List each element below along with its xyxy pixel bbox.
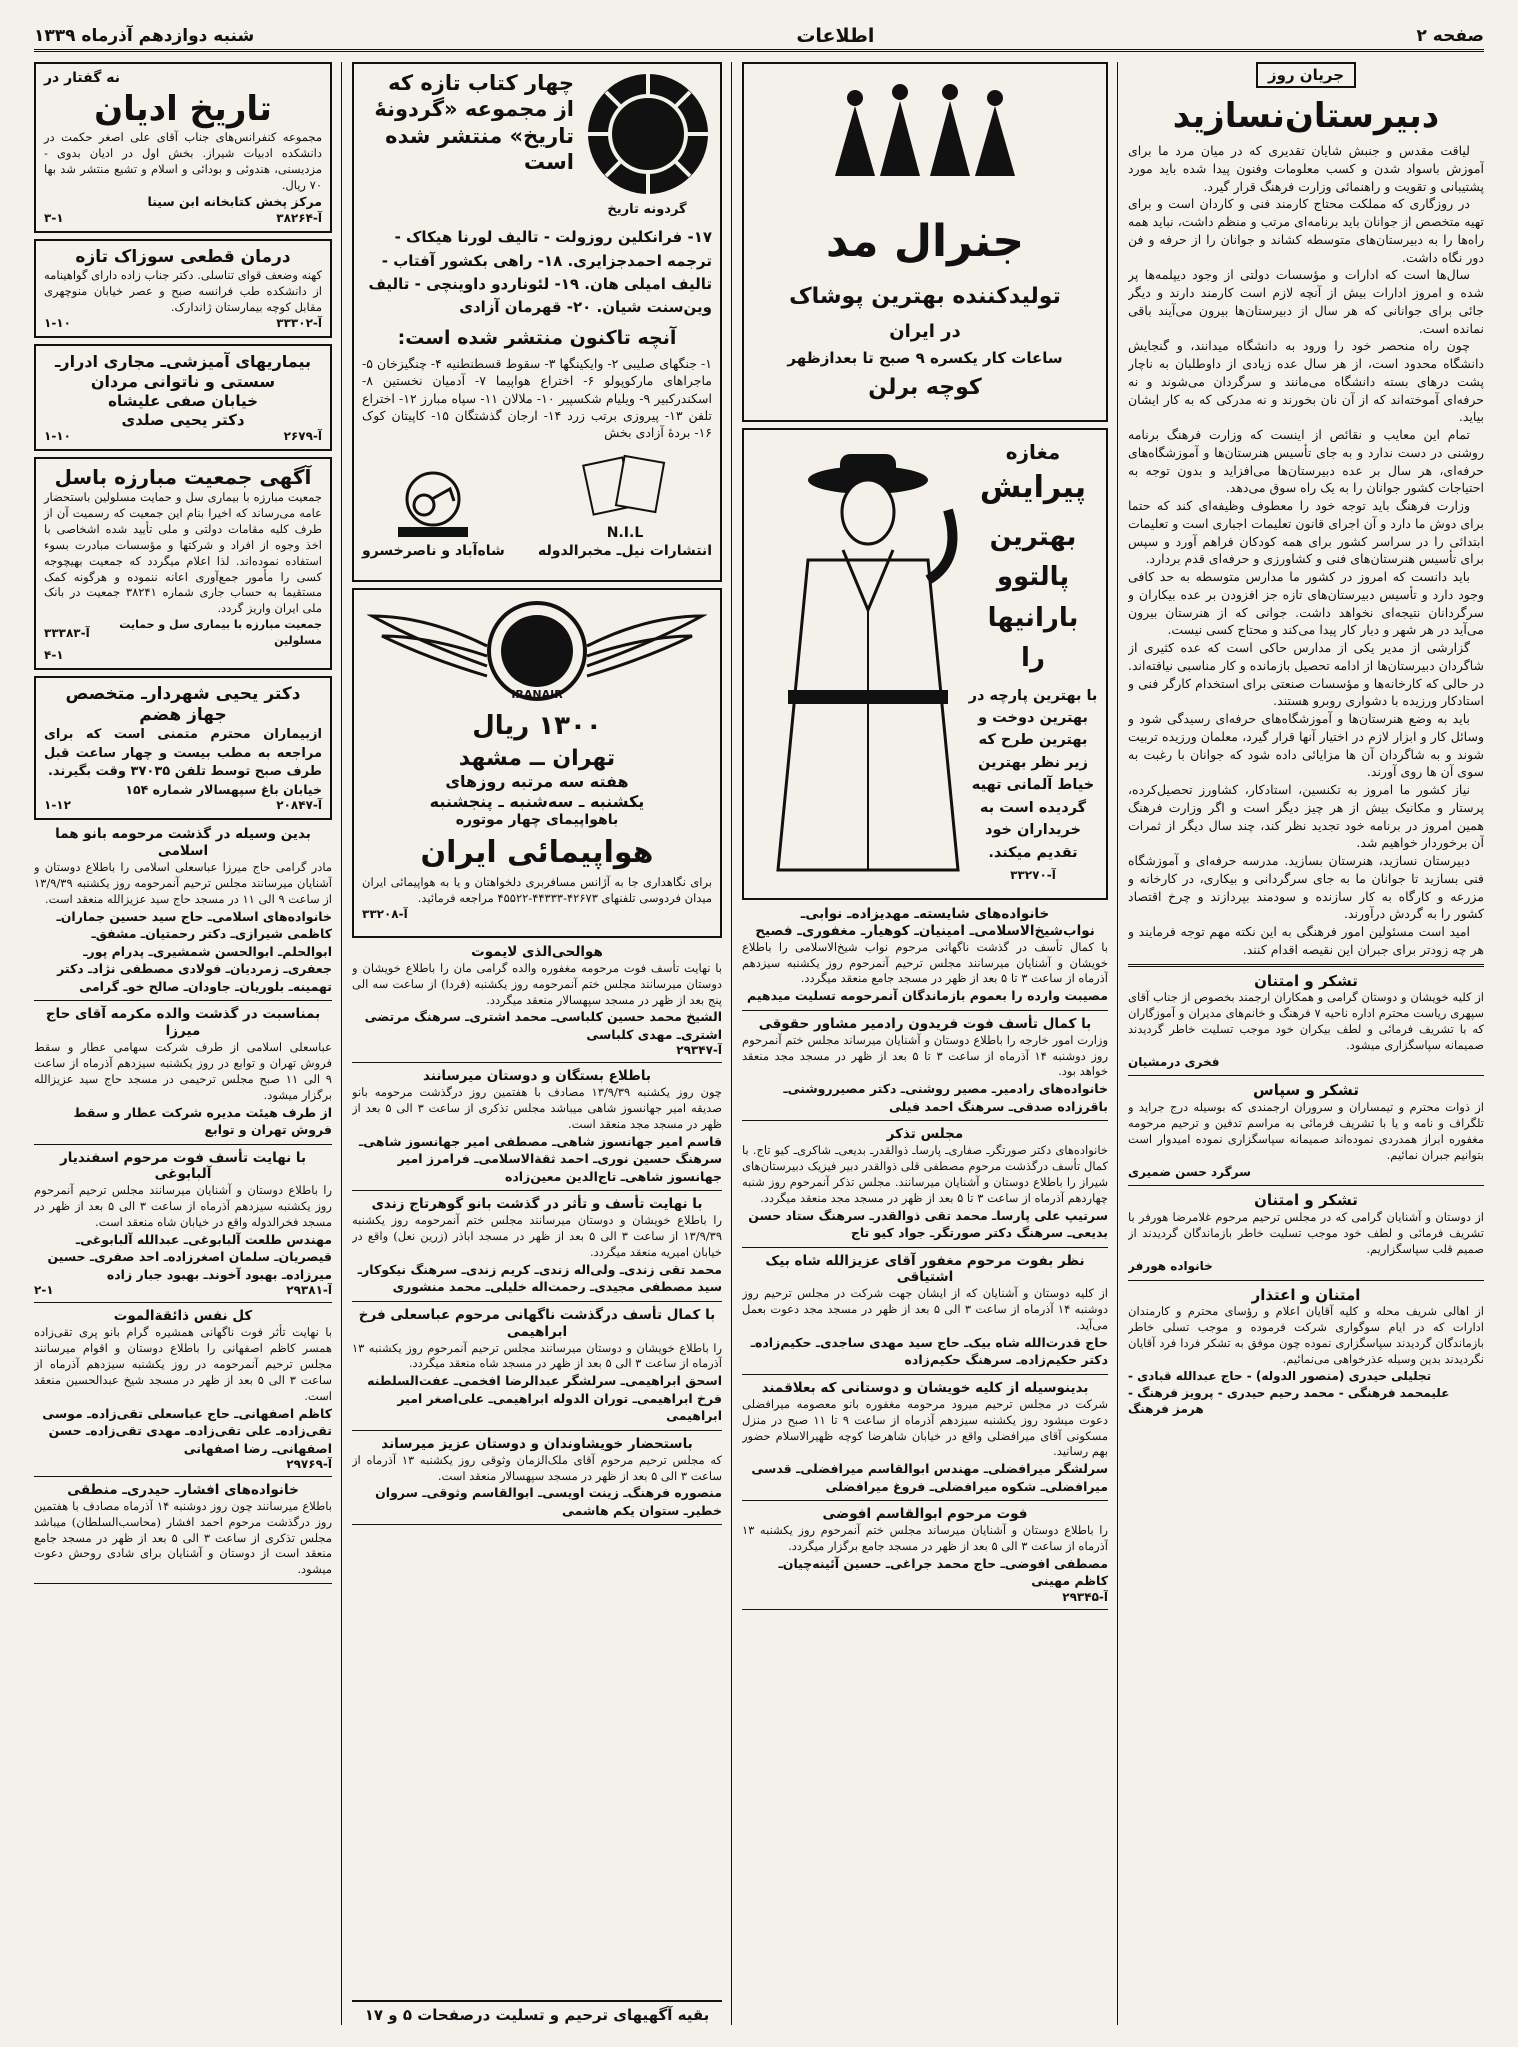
history-title: تاریخ ادیان — [94, 88, 272, 129]
notice-title: خانواده‌های شایسته‌ـ مهدیزاده‌ـ نوابی‌ـ نواب‌شیخ‌الاسلامی‌ـ امینیان‌ـ کوهیار‌ـ مغفوری‌ـ فصیح — [755, 906, 1095, 939]
pirayesh-coat-ad — [742, 428, 1108, 900]
coat-line-2: پالتوو — [996, 562, 1070, 592]
notice-title: بدینوسیله از کلیه خویشان و دوستانی که بعلاقمند — [761, 1379, 1089, 1396]
obituary-notice — [352, 1196, 722, 1295]
general-mod-hours: ساعات کار یکسره ۹ صبح تا بعدازظهر — [787, 349, 1063, 367]
thanks-signature: خانواده هورفر — [1128, 1258, 1213, 1273]
history-text: مجموعه کنفرانس‌های جناب آقای علی اصغر حکمت در دانشکده ادبیات شیراز. بخش اول در ادیان بدوی - مزدیسنی، هندوئی و بودائی و اسلام و تشیع منتشر شد بها ۷۰ ریال. — [44, 130, 322, 192]
published-list: ۱- جنگهای صلیبی ۲- وایکینگها ۳- سقوط قسطنطنیه ۴- چنگیزخان ۵- ماجراهای مارکوپولو ۶- اختراع هواپیما ۷- آدمیان نخستین ۸- اسکندرکبیر ۹- ویلیام شکسپیر ۱۰- ملالان ۱۱- سپاه مبارز ۱۲- اختراع تلفن ۱۳- پیروزی برتب زرد ۱۴- ارجان گذشتگان ۱۵- کاپیتان کوک ۱۶- بردهٔ آزادی بخش — [362, 356, 712, 440]
general-mod-place: در ایران — [889, 320, 961, 342]
notice-phone: آ-۲۹۳۸۱ — [286, 1283, 332, 1298]
page-number: صفحه ۲ — [1416, 25, 1484, 46]
notice-text: با نهایت تأثر فوت ناگهانی همشیره گرام بانو پری تقی‌زاده همسر کاظم اصفهانی را باطلاع دوستان و اقوام میرسانند مجلس ترحیم آنمرحومه در روز یکشنبه سیزدهم آذرماه از ساعت ۳ الی ۵ بعد از ظهر در مسجد شیخ عبدالحسین منعقد است. — [34, 1325, 332, 1403]
thanks-title: تشکر و امتنان — [1254, 971, 1358, 990]
notice-signatories: خانواده‌های رادمیر‌ـ مصیر روشنی‌ـ دکتر مصیرروشنی‌ـ باقرزاده صدقی‌ـ سرهنگ احمد فیلی — [783, 1081, 1108, 1114]
gastro-doctor-ad — [34, 676, 332, 821]
notice-signatories: مصیبت وارده را بعموم بازماندگان آنمرحومه تسلیت میدهیم — [747, 988, 1108, 1004]
urology-title: بیماریهای آمیزشی‌ـ مجاری ادرار‌ـ سستی و ناتوانی مردان — [54, 351, 312, 391]
nil-cards-icon — [580, 451, 670, 521]
thanks-notices — [1128, 972, 1484, 1419]
new-books-list: ۱۷- فرانکلین روزولت - تالیف لورنا هیکاک - ترجمه احمدجزایری. ۱۸- راهی بکشور آفتاب - تالیف امیلی هان. ۱۹- لئوناردو داوینچی - تالیف وین‌سنت شیان. ۲۰- قهرمان آزادی — [368, 228, 712, 316]
notice-text: را باطلاع خویشان و دوستان میرسانند مجلس ترحیم آنمرحوم روز یکشنبه ۱۳ آذرماه از ساعت ۳ الی ۵ بعد از ظهر در مسجد شاه منعقد میگردد. — [352, 1340, 722, 1371]
notice-signatories: قاسم امیر جهانسوز شاهی‌ـ مصطفی امیر جهانسوز شاهی‌ـ سرهنگ حسین نوری‌ـ احمد ثقةالاسلامی‌ـ فرامرز امیر جهانسوز شاهی‌ـ تاج‌الدین معین‌زاده — [358, 1133, 722, 1184]
coat-phone: آ-۳۳۲۷۰ — [1010, 868, 1056, 883]
notice-title: خانواده‌های افشار‌ـ حیدری‌ـ منطقی — [67, 1482, 299, 1498]
notice-signatories: سرلشگر میرافضلی‌ـ مهندس ابوالقاسم میرافضلی‌ـ قدسی میرافضلی‌ـ شکوه میرافضلی‌ـ فروغ میرافضلی — [751, 1461, 1108, 1494]
notice-title: بدین وسیله در گذشت مرحومه بانو هما اسلامی — [55, 826, 311, 860]
thanks-notice — [1128, 1081, 1484, 1180]
notice-phone: آ-۲۹۷۶۹ — [286, 1457, 332, 1471]
iranair-phone: آ-۳۳۲۰۸ — [362, 906, 408, 921]
notice-text: مادر گرامی حاج میرزا عباسعلی اسلامی را باطلاع دوستان و آشنایان میرسانند مجلس ترحیم آنمرحومه روز یکشنبه ۱۳/۹/۳۹ از ساعت ۹ الی ۱۱ در مسجد حاج سید عزیزالله منعقد است. — [34, 860, 332, 906]
obituary-notice — [352, 1068, 722, 1185]
editorial-body — [1128, 142, 1484, 959]
history-of-religions-ad — [34, 62, 332, 233]
thanks-signature: سرگرد حسن ضمیری — [1128, 1164, 1251, 1179]
editorial-paragraph: دبیرستان نسازید، هنرستان بسازید. مدرسه حرفه‌ای و آموزشگاه فنی بسازید تا جوانان ما به جای سرگردانی و بیکاری، در کارخانه و مزرعه و کارگاه به کار سازنده و سودمند بپردازند و چرخ اقتصاد کشور را به گردش درآورند. — [1128, 853, 1484, 922]
editorial-paragraph: در روزگاری که مملکت محتاج کارمند فنی و کاردان است و برای تهیه متخصص از جوانان باید برنامه‌ای مرتب و منظم داشت، نباید همه راه‌ها را به دبیرستان‌های متوسطه کشاند و جوانان را از حرفه و فن دور نگاه داشت. — [1128, 196, 1484, 265]
notice-phone: آ-۲۹۳۴۷ — [676, 1043, 722, 1058]
notice-title: باستحضار خویشاوندان و دوستان عزیز میرساند — [381, 1435, 693, 1452]
notice-text: باطلاع میرسانند چون روز دوشنبه ۱۴ آذرماه مصادف با هفتمین روز درگذشت مرحوم احمد افشار (محاسب‌السلطان) میباشد مجلس تذکری از ساعت ۳ الی ۵ بعد از ظهر در مسجد جامع منعقد است از دوستان و آشنایان برای شادی روحش دعوت میشود. — [34, 1498, 332, 1577]
gastro-text: ازبیماران محترم متمنی است که برای مراجعه به مطب بیست و چهار ساعت قبل طرف صبح توسط تلفن ۳۷۰۳۵ وقت بگیرند. — [44, 727, 322, 779]
gastro-title: دکتر یحیی شهردار‌ـ متخصص جهاز هضم — [65, 683, 301, 726]
notice-title: فوت مرحوم ابوالقاسم افوضی — [822, 1506, 1028, 1523]
iranair-logo-text: IRANAIR — [511, 688, 563, 701]
editorial-paragraph: چون راه منحصر خود را ورود به دانشگاه میدانند، و گنجایش دانشگاه محدود است، از هر سال عده زیادی از داوطلبان به ناچار پشت درهای بسته دانشگاه می‌مانند و سرگردان می‌شوند و نه حرفه‌ای آموخته‌اند که از آن نان بخورند و نه مدرکی که به کار ایشان بیاید. — [1128, 338, 1484, 425]
iranair-name: هواپیمائی ایران — [420, 834, 654, 870]
thanks-text: از ذوات محترم و تیمساران و سروران ارجمندی که بوسیله درج جراید و تلگراف و نامه و یا با تشریف فرمائی به مراسم تدفین و ترحیم مرحومه مغفوره ابراز همدردی نموده‌اند صمیمانه سپاسگزاری نموده امیدوار است بتوانیم جبران نمائیم. — [1128, 1100, 1484, 1162]
editorial-paragraph: وزارت فرهنگ باید توجه خود را معطوف وظیفه‌ای کند که حتما برای دوش ما دارد و آن اجرای قانون تعلیمات اجباری است و تعلیمات ابتدائی را در سراسر کشور برای همه کودکان فراهم آورد و سپس برای تأسیس هنرستان‌های فنی و کشاورزی و حرفه‌ای قدم بردارد. — [1128, 498, 1484, 567]
published-subtitle: آنچه تاکنون منتشر شده است: — [397, 327, 677, 350]
notice-text: با نهایت تأسف فوت مرحومه مغفوره والده گرامی مان را باطلاع خویشان و دوستان میرسانند مجلس ختم آنمرحومه روز یکشنبه (فردا) از ساعت سه الی پنج بعد از ظهر در مسجد سپهسالار منعقد میگردد. — [352, 960, 722, 1007]
obituary-notice — [742, 1380, 1108, 1495]
continued-notice: بقیه آگهیهای ترحیم و تسلیت درصفحات ۵ و ۱۷ — [352, 2000, 722, 2025]
std-text: کهنه وضعف قوای تناسلی. دکتر جناب زاده دارای گواهینامه از دانشکده طب فرانسه صبح و عصر خیابان منوچهری مقابل کوچه بیمارستان ژاندارک. — [44, 268, 322, 314]
gastro-phone: آ-۲۰۸۴۷ — [276, 798, 322, 813]
notice-text: را باطلاع دوستان و آشنایان میرسانند مجلس ترحیم آنمرحوم روز یکشنبه سیزدهم آذرماه از ساعت ۳ الی ۵ بعد از ظهر در مسجد فخرالدوله واقع در خیابان شاه منعقد است. — [34, 1183, 332, 1229]
thanks-signature: فخری درمشیان — [1128, 1054, 1220, 1069]
notice-text: وزارت امور خارجه را باطلاع دوستان و آشنایان میرساند مجلس ختم آنمرحوم روز دوشنبه ۱۴ آذرماه از ساعت ۳ تا ۵ بعد از ظهر در مسجد مجد منعقد خواهد بود. — [742, 1032, 1108, 1079]
masthead — [34, 22, 1484, 52]
notice-text: شرکت در مجلس ترحیم میرود مرحومه مغفوره بانو معصومه میرافضلی دعوت میشود روز یکشنبه سیزدهم آذرماه از ساعت ۹ تا ۱۱ صبح در منزل مسکونی آقای میرافضلی واقع در خیابان شاهرضا کوچه ظهیرالاسلام حضور بهم رسانید. — [742, 1396, 1108, 1459]
tb-title: آگهی جمعیت مبارزه باسل — [54, 465, 312, 490]
coat-line-3: بارانیها — [987, 602, 1079, 633]
editorial-paragraph: نیاز کشور ما امروز به تکنسین، استادکار، کشاورز تحصیل‌کرده، پرستار و مکانیک بیش از هر چیز دیگر است و اگر وزارت فرهنگ همین امروز در برنامه خود تجدید نظر کند، چند سال دیگر از ثمرات آن برخوردار خواهیم شد. — [1128, 782, 1484, 851]
notice-title: باطلاع بستگان و دوستان میرسانند — [423, 1068, 651, 1085]
notice-text: خانواده‌های دکتر صورتگر‌ـ صفاری‌ـ پارسا‌ـ ذوالقدر‌ـ بدیعی‌ـ شاکری‌ـ کیو تاج. با کمال تأسف درگذشت مرحوم مصطفی قلی ذوالقدر دبیر فیزیک دبیرستان‌های شیراز را باطلاع دوستان و آشنایان میرسانند. مجلس تذکر آنمرحوم روز شنبه چهاردهم آذرماه از ساعت ۳ تا ۵ بعد از ظهر در مسجد مجد منعقد میگردد. — [742, 1143, 1108, 1205]
notice-code: ۲-۱ — [34, 1283, 54, 1298]
std-code: ۱-۱۰ — [44, 315, 71, 330]
tb-society-notice — [34, 457, 332, 670]
editorial-paragraph: امید است مسئولین امور فرهنگی به این نکته مهم توجه فرمایند و هر چه زودتر برای جبران این نقیصه اقدام کنند. — [1128, 924, 1484, 957]
fashion-column — [742, 62, 1108, 2025]
notice-signatories: اسحق ابراهیمی‌ـ سرلشگر عبدالرضا افخمی‌ـ عفت‌السلطنه فرخ ابراهیمی‌ـ توران الدوله ابراهیمی‌ـ علی‌اصغر امیر ابراهیمی — [367, 1373, 722, 1424]
iranair-booking-text: برای نگاهداری جا به آژانس مسافربری دلخواهتان و یا به هواپیمائی ایران میدان فردوسی تلفنهای ۴۲۶۷۳-۴۴۳۳۳-۴۵۵۲۲ مراجعه فرمائید. — [362, 875, 712, 905]
iranair-plane: باهواپیمای چهار موتوره — [455, 812, 619, 828]
history-kicker: نه گفتار در — [44, 70, 120, 86]
obituary-notice — [742, 1253, 1108, 1369]
urology-phone: آ-۲۶۷۹ — [283, 429, 322, 444]
tb-footer: جمعیت مبارزه با بیماری سل و حمایت مسلولین — [119, 618, 322, 647]
notice-text: با کمال تأسف در گذشت ناگهانی مرحوم نواب شیخ‌الاسلامی را باطلاع خویشان و آشنایان میرسانند مجلس ترحیم آنمرحوم روز یکشنبه سیزدهم آذرماه از ساعت ۳ تا ۵ بعد از ظهر در مسجد جامع منعقد میگردد. — [742, 939, 1108, 986]
editorial-paragraph: گزارشی از مدیر یکی از مدارس حاکی است که عده کثیری از شاگردان دبیرستان‌ها از ادامه تحصیل بازمانده و کار مناسبی نیافته‌اند. در حالی که کارخانه‌ها و مؤسسات صنعتی برای استخدام کارگر فنی و استادکار ورزیده با دشواری روبرو هستند. — [1128, 640, 1484, 709]
classifieds-column — [34, 62, 332, 2025]
notice-signatories: حاج قدرت‌الله شاه بیک‌ـ حاج سید مهدی ساجدی‌ـ حکیم‌زاده‌ـ دکتر حکیم‌زاده‌ـ سرهنگ حکیم‌زاده — [750, 1334, 1108, 1368]
general-mod-sub: تولیدکننده بهترین پوشاک — [789, 284, 1061, 309]
thanks-notice — [1128, 972, 1484, 1071]
thanks-notice — [1128, 1191, 1484, 1274]
coat-line-4: را — [1021, 643, 1045, 673]
obituary-notice — [34, 826, 332, 995]
notice-signatories: محمد تقی زندی‌ـ ولی‌اله زندی‌ـ کریم زندی‌ـ سرهنگ نیکوکار‌ـ سید مصطفی مجیدی‌ـ رحمت‌اله خلیلی‌ـ محمد منشوری — [357, 1261, 722, 1295]
books-ad — [352, 62, 722, 582]
notice-signatories: مصطفی افوضی‌ـ حاج محمد جراغی‌ـ حسین آئینه‌چیان‌ـ کاظم مهینی — [778, 1555, 1108, 1589]
std-treatment-ad — [34, 239, 332, 338]
std-phone: آ-۳۳۳۰۲ — [276, 315, 322, 330]
obituary-notices — [34, 826, 332, 1584]
notice-title: با کمال تأسف فوت فریدون رادمیر مشاور حقوقی — [758, 1015, 1092, 1032]
coat-description: با بهترین پارچه در بهترین دوخت و بهترین طرح که زیر نظر بهترین خیاط آلمانی تهیه گردیده است به خریداران خود تقدیم میکند. — [968, 687, 1098, 861]
notice-title: با نهایت تأسف و تأثر در گذشت بانو گوهرتاج زندی — [371, 1196, 703, 1213]
books-logo-label: گردونه تاریخ — [607, 202, 687, 217]
notice-text: را باطلاع دوستان و آشنایان میرساند مجلس ختم آنمرحوم روز یکشنبه ۱۳ آذرماه از ساعت ۳ الی ۵ بعد از ظهر در مسجد جامع برگزار میگردد. — [742, 1523, 1108, 1553]
editorial-title: دبیرستان‌نسازید — [1172, 96, 1440, 136]
gastro-address: خیابان باغ سپهسالار شماره ۱۵۴ — [125, 781, 322, 797]
editorial-paragraph: تمام این معایب و نقائص از اینست که وزارت فرهنگ برنامه روشنی در دست ندارد و به جای تأسیس هنرستان‌ها و آموزشگاه‌های حرفه‌ای، هر سال بر عده دبیرستان‌ها می‌افزاید و بدون توجه به احتیاجات کشور جوانان را به یک راه سوق می‌دهد. — [1128, 427, 1484, 496]
obituary-notices — [742, 906, 1108, 1610]
books-column — [352, 62, 722, 2025]
history-code: ۳-۱ — [44, 210, 64, 225]
editorial-paragraph: سال‌ها است که ادارات و مؤسسات دولتی از وجود دیپلمه‌ها پر شده و امروز ادارات بیش از آنچه لازم است کارمند دارند و دیگر جائی برای جوانانی که هر سال از دبیرستان‌ها بیرون می‌آیند باقی نمانده است. — [1128, 267, 1484, 336]
iranair-winged-logo-icon — [367, 596, 707, 706]
coat-store-label: مغازه — [1005, 440, 1061, 464]
history-phone: آ-۳۸۲۶۴ — [276, 210, 322, 225]
iranair-days: یکشنبه ـ سه‌شنبه ـ پنجشنبه — [429, 792, 645, 811]
notice-text: عباسعلی اسلامی از طرف شرکت سهامی عطار و سقط فروش تهران و توابع در روز یکشنبه سیزدهم آذرماه از ساعت ۹ الی ۱۱ صبح مجلس ترحیمی در مسجد حاج سید عزیزالله برگزار میشود. — [34, 1040, 332, 1102]
notice-signatories: از طرف هیئت مدیره شرکت عطار و سقط فروش تهران و توابع — [73, 1104, 332, 1137]
iranair-route: تهران ــ مشهد — [458, 745, 616, 771]
notice-title: مجلس تذکر — [886, 1126, 964, 1143]
notice-phone: آ-۲۹۳۴۵ — [1062, 1589, 1108, 1604]
notice-title: بمناسبت در گذشت والده مکرمه آقای حاج میرزا — [45, 1006, 321, 1040]
coat-line-1: بهترین — [989, 521, 1077, 552]
std-title: درمان قطعی سوزاک تازه — [75, 246, 291, 267]
urology-code: ۱-۱۰ — [44, 429, 71, 444]
publisher-name: انتشارات نیل‌ـ مخبرالدوله — [538, 542, 712, 559]
obituary-notice — [34, 1308, 332, 1471]
paper-name: اطلاعات — [796, 24, 875, 47]
tb-code: ۴-۱ — [44, 647, 64, 662]
editorial-paragraph: لیاقت مقدس و جنبش شایان تقدیری که در میان مرد ما برای آموزش باسواد شدن و کسب معلومات وفنون پیدا شده باید مورد پشتیبانی و تقویت و راهنمائی وزارت فرهنگ قرار گیرد. — [1128, 143, 1484, 194]
obituary-notice — [34, 1150, 332, 1298]
obituary-notice — [742, 1016, 1108, 1115]
issue-date: شنبه دوازدهم آذرماه ۱۳۳۹ — [34, 25, 255, 46]
notice-text: که مجلس ترحیم مرحوم آقای ملک‌الزمان وثوقی روز یکشنبه ۱۳ آذرماه از ساعت ۳ الی ۵ بعد از ظهر در مسجد سپهسالار منعقد است. — [352, 1452, 722, 1483]
obituary-notices — [352, 944, 722, 1525]
editorial-paragraph: باید به وضع هنرستان‌ها و آموزشگاه‌های حرفه‌ای رسیدگی شود و وسائل کار و ابزار لازم در اختیار آنها قرار گیرد، معلمان ورزیده تربیت شوند و به شاگردان آن ها مزایائی داده شود که جوانان با رغبت به سوی آن ها روی آورند. — [1128, 711, 1484, 780]
notice-signatories: مهندس طلعت آلبابوغی‌ـ عبدالله آلبابوغی‌ـ قیصریان‌ـ سلمان اصغرزاده‌ـ احد صفری‌ـ حسین میرزاده‌ـ بهبود آخوند‌ـ بهبود جبار زاده — [47, 1231, 332, 1282]
obituary-notice — [352, 1436, 722, 1520]
gastro-code: ۱-۱۲ — [44, 798, 71, 813]
thanks-notice — [1128, 1286, 1484, 1419]
tb-text: جمعیت مبارزه با بیماری سل و حمایت مسلولین باستحضار عامه می‌رساند که اخیرا بنام این جمعیت که رسمیت آن از طرف کلیه مقامات دولتی و ملی تأیید شده اشخاصی با اخذ وجوه از افراد و شرکتها و مؤسسات مبادرت بسوء استفاده نموده‌اند. لذا اعلام میگردد که جمعیت بهیچوجه کسی را مأمور جمع‌آوری اعانه ننموده و هرگونه کمک مستقیما به حساب جاری شماره ۳۸۲۴۱ جمعیت در بانک ملی ایران واریز گردد. — [44, 490, 322, 616]
obituary-notice — [34, 1482, 332, 1578]
page-grid — [34, 62, 1484, 2025]
thanks-title: امتنان و اعتذار — [1251, 1285, 1361, 1304]
obituary-notice — [352, 1307, 722, 1425]
thanks-text: از اهالی شریف محله و کلیه آقایان اعلام و رؤسای محترم و کارمندان ادارات که در ایام سوگواری شرکت فرموده و موجب تسلی خاطر بازماندگان گردیدند سپاسگزاری نموده چون موفق به تشکر فردا فرد آقایان نگردیدند بدین وسیله عذرخواهی می‌نمائیم. — [1128, 1304, 1484, 1366]
urology-address: خیابان صفی علیشاه — [108, 391, 258, 410]
fashion-figures-icon — [815, 76, 1035, 186]
thanks-title: تشکر و سپاس — [1253, 1081, 1359, 1100]
notice-signatories: منصوره فرهنگ‌ـ زینت اویسی‌ـ ابوالقاسم وثوقی‌ـ سروان خطیر‌ـ ستوان یکم هاشمی — [375, 1485, 722, 1518]
notice-text: از کلیه دوستان و آشنایان که از ایشان جهت شرکت در مجلس ترحیم روز دوشنبه ۱۴ آذرماه از ساعت ۳ الی ۵ بعد از ظهر در مسجد مجد دعوت بعمل می‌آید. — [742, 1286, 1108, 1333]
notice-signatories: خانواده‌های اسلامی‌ـ حاج سید حسین جماران‌ـ کاظمی شیرازی‌ـ دکتر رحمتیان‌ـ مشفق‌ـ ابوالحلم‌ـ ابوالحسن شمشیری‌ـ پدرام پور‌ـ جعفری‌ـ زمردیان‌ـ فولادی مصطفی نژاد‌ـ دکتر تهمینه‌ـ بلوریان‌ـ جاودان‌ـ صالح خو‌ـ گرامی — [56, 908, 332, 994]
tb-phone: آ-۳۳۳۸۳ — [44, 625, 90, 640]
notice-title: نظر بفوت مرحوم مغفور آقای عزیزالله شاه بیک اشتیاقی — [765, 1252, 1085, 1286]
thanks-text: از کلیه خویشان و دوستان گرامی و همکاران ارجمند بخصوص از جناب آقای سپهری ریاست محترم اداره ناحیه ۷ فرهنگ و خانم‌های مدیران و آموزگاران که با تشریف فرمائی و لطف بیکران خود موجب تسلیت خاطر گردیدند صمیمانه سپاسگزاری میشود. — [1128, 990, 1484, 1052]
general-mod-name: جنرال مد — [825, 216, 1025, 267]
history-wheel-logo-icon — [584, 70, 712, 198]
general-mod-address: کوچه برلن — [868, 374, 982, 400]
notice-text: چون روز یکشنبه ۱۳/۹/۳۹ مصادف با هفتمین روز درگذشت مرحومه بانو صدیقه امیر جهانسوز شاهی میباشد مجلس تذکری از ساعت ۳ الی ۵ بعد از ظهر در مسجد مجد منعقد است. — [352, 1085, 722, 1132]
iranair-price: ۱۳۰۰ ریال — [472, 711, 602, 741]
iranair-frequency: هفته سه مرتبه روزهای — [445, 772, 629, 791]
history-center: مرکز پخش کتابخانه ابن سینا — [147, 194, 322, 210]
thanks-title: تشکر و امتنان — [1254, 1191, 1358, 1210]
iranair-ad — [352, 588, 722, 938]
notice-signatories: کاظم اصفهانی‌ـ حاج عباسعلی تقی‌زاده‌ـ موسی تقی‌زاده‌ـ علی تقی‌زاده‌ـ مهدی تقی‌زاده‌ـ حسن اصفهانی‌ـ رضا اصفهانی — [42, 1405, 332, 1456]
notice-signatories: الشیخ محمد حسین کلباسی‌ـ محمد اشتری‌ـ سرهنگ مرتضی اشتری‌ـ مهدی کلباسی — [364, 1009, 722, 1042]
publisher-address: شاه‌آباد و ناصرخسرو — [362, 542, 505, 559]
coat-store-name: پیرایش — [979, 470, 1087, 505]
editorial-paragraph: باید دانست که امروز در کشور ما مدارس متوسطه به حد کافی وجود دارد و تأسیس دبیرستان‌های تازه جز افزودن بر عده بیکاران و سرگردانان نتیجه‌ای نخواهد داشت. جوانی که از هنرستان بیرون می‌آید در هر شهر و دیار کار پیدا می‌کند و محتاج کسی نیست. — [1128, 569, 1484, 638]
thanks-signature: تجلیلی حیدری (منصور الدوله) - حاج عبدالله قبادی - علیمحمد فرهنگی - محمد رحیم حیدری - پرویز فرهنگ - هرمز فرهنگ — [1128, 1368, 1450, 1417]
column-tag: جریان روز — [1256, 62, 1356, 88]
notice-text: را باطلاع خویشان و دوستان میرسانند مجلس ختم آنمرحومه روز یکشنبه ۱۳/۹/۳۹ از ساعت ۳ الی ۵ بعد از ظهر در مسجد اباذر (زرین نعل) واقع در خیابان امیریه منعقد میگردد. — [352, 1213, 722, 1259]
obituary-notice — [352, 944, 722, 1057]
obituary-notice — [742, 1506, 1108, 1604]
notice-title: کل نفس ذائقةالموت — [113, 1308, 253, 1325]
notice-signatories: سرتیپ علی پارسا‌ـ محمد تقی ذوالقدر‌ـ سرهنگ ستاد حسن بدیعی‌ـ سرهنگ دکتر صورتگر‌ـ جواد کیو تاج — [748, 1207, 1108, 1241]
notice-title: هوالحی‌الذی لایموت — [471, 944, 603, 960]
chariot-logo-icon — [388, 469, 478, 539]
obituary-notice — [34, 1006, 332, 1138]
notice-title: با نهایت تأسف فوت مرحوم اسفندیار آلبابوغی — [59, 1149, 307, 1183]
notice-title: با کمال تأسف درگذشت ناگهانی مرحوم عباسعلی فرخ ابراهیمی — [358, 1306, 716, 1340]
books-title: چهار کتاب تازه که از مجموعه «گردونهٔ تاریخ» منتشر شده است — [374, 71, 574, 174]
general-mod-ad — [742, 62, 1108, 422]
man-in-raincoat-icon — [748, 440, 968, 880]
editorial-column — [1128, 62, 1484, 2025]
urology-doctor: دکتر یحیی صلدی — [121, 410, 245, 429]
thanks-text: از دوستان و آشنایان گرامی که در مجلس ترحیم مرحوم غلامرضا هورفر با تشریف فرمائی و لطف خود موجب تسلیت خاطر بازماندگان گردیدند از صمیم قلب سپاسگزاریم. — [1128, 1210, 1484, 1256]
nil-mark: N.I.L — [606, 525, 644, 542]
obituary-notice — [742, 906, 1108, 1005]
obituary-notice — [742, 1126, 1108, 1241]
urology-ad — [34, 344, 332, 452]
